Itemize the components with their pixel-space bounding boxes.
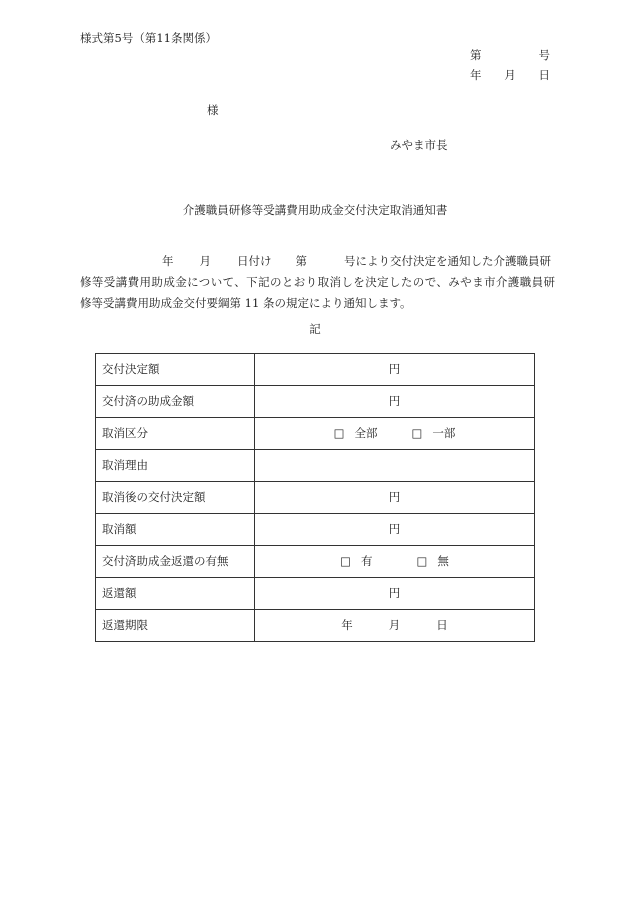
body-line-2: 修等受講費用助成金について、下記のとおり取消しを決定したので、みやま市介護職員研 bbox=[80, 275, 555, 289]
table-row bbox=[96, 386, 535, 418]
checkbox-icon[interactable]: □ bbox=[411, 425, 423, 440]
body-day-dated: 日付け bbox=[237, 254, 272, 268]
row-value bbox=[255, 450, 535, 482]
row-value: 円 bbox=[255, 514, 535, 546]
option-all[interactable] bbox=[333, 425, 378, 440]
row-label: 返還額 bbox=[96, 578, 255, 610]
row-value: 円 bbox=[255, 386, 535, 418]
row-label: 取消額 bbox=[96, 514, 255, 546]
row-label: 交付済の助成金額 bbox=[96, 386, 255, 418]
row-label: 交付済助成金返還の有無 bbox=[96, 546, 255, 578]
ki-heading: 記 bbox=[309, 322, 321, 336]
option-no[interactable] bbox=[416, 553, 449, 568]
document-title: 介護職員研修等受講費用助成金交付決定取消通知書 bbox=[182, 203, 448, 217]
option-yes-label: 有 bbox=[361, 553, 373, 568]
row-label: 取消区分 bbox=[96, 418, 255, 450]
date-month: 月 bbox=[504, 68, 516, 82]
option-partial-label: 一部 bbox=[432, 425, 456, 440]
option-no-label: 無 bbox=[437, 553, 449, 568]
sender: みやま市長 bbox=[390, 138, 448, 152]
body-paragraph bbox=[80, 251, 555, 314]
option-all-label: 全部 bbox=[354, 425, 378, 440]
row-value bbox=[255, 610, 535, 642]
date-day: 日 bbox=[538, 68, 550, 82]
document-number bbox=[470, 50, 550, 62]
checkbox-icon[interactable]: □ bbox=[333, 425, 345, 440]
body-year: 年 bbox=[162, 254, 174, 268]
table-row bbox=[96, 450, 535, 482]
row-value: 円 bbox=[255, 354, 535, 386]
checkbox-icon[interactable]: □ bbox=[340, 553, 351, 568]
row-value: 円 bbox=[255, 578, 535, 610]
table-row bbox=[96, 578, 535, 610]
body-line-1-tail: 号により交付決定を通知した介護職員研 bbox=[344, 254, 551, 268]
deadline-year: 年 bbox=[341, 617, 353, 632]
table-row bbox=[96, 610, 535, 642]
option-yes[interactable] bbox=[340, 553, 373, 568]
table-row bbox=[96, 354, 535, 386]
table-row bbox=[96, 514, 535, 546]
row-value: 円 bbox=[255, 482, 535, 514]
number-prefix: 第 bbox=[470, 48, 482, 62]
row-label: 交付決定額 bbox=[96, 354, 255, 386]
body-number-prefix: 第 bbox=[295, 254, 307, 268]
checkbox-icon[interactable]: □ bbox=[416, 553, 428, 568]
document-date bbox=[470, 70, 550, 82]
date-year: 年 bbox=[470, 68, 482, 82]
row-value bbox=[255, 418, 535, 450]
row-label: 取消後の交付決定額 bbox=[96, 482, 255, 514]
table-row bbox=[96, 546, 535, 578]
detail-table bbox=[95, 353, 535, 642]
deadline-month: 月 bbox=[388, 617, 401, 632]
addressee: 様 bbox=[207, 103, 219, 117]
number-suffix: 号 bbox=[538, 48, 550, 62]
row-value bbox=[255, 546, 535, 578]
body-month: 月 bbox=[199, 254, 211, 268]
option-partial[interactable] bbox=[411, 425, 456, 440]
row-label: 返還期限 bbox=[96, 610, 255, 642]
body-line-1 bbox=[80, 251, 555, 272]
table-row bbox=[96, 418, 535, 450]
table-row bbox=[96, 482, 535, 514]
body-line-3: 修等受講費用助成金交付要綱第 11 条の規定により通知します。 bbox=[80, 296, 412, 310]
row-label: 取消理由 bbox=[96, 450, 255, 482]
form-label: 様式第5号（第11条関係） bbox=[80, 31, 217, 45]
deadline-day: 日 bbox=[436, 617, 448, 632]
